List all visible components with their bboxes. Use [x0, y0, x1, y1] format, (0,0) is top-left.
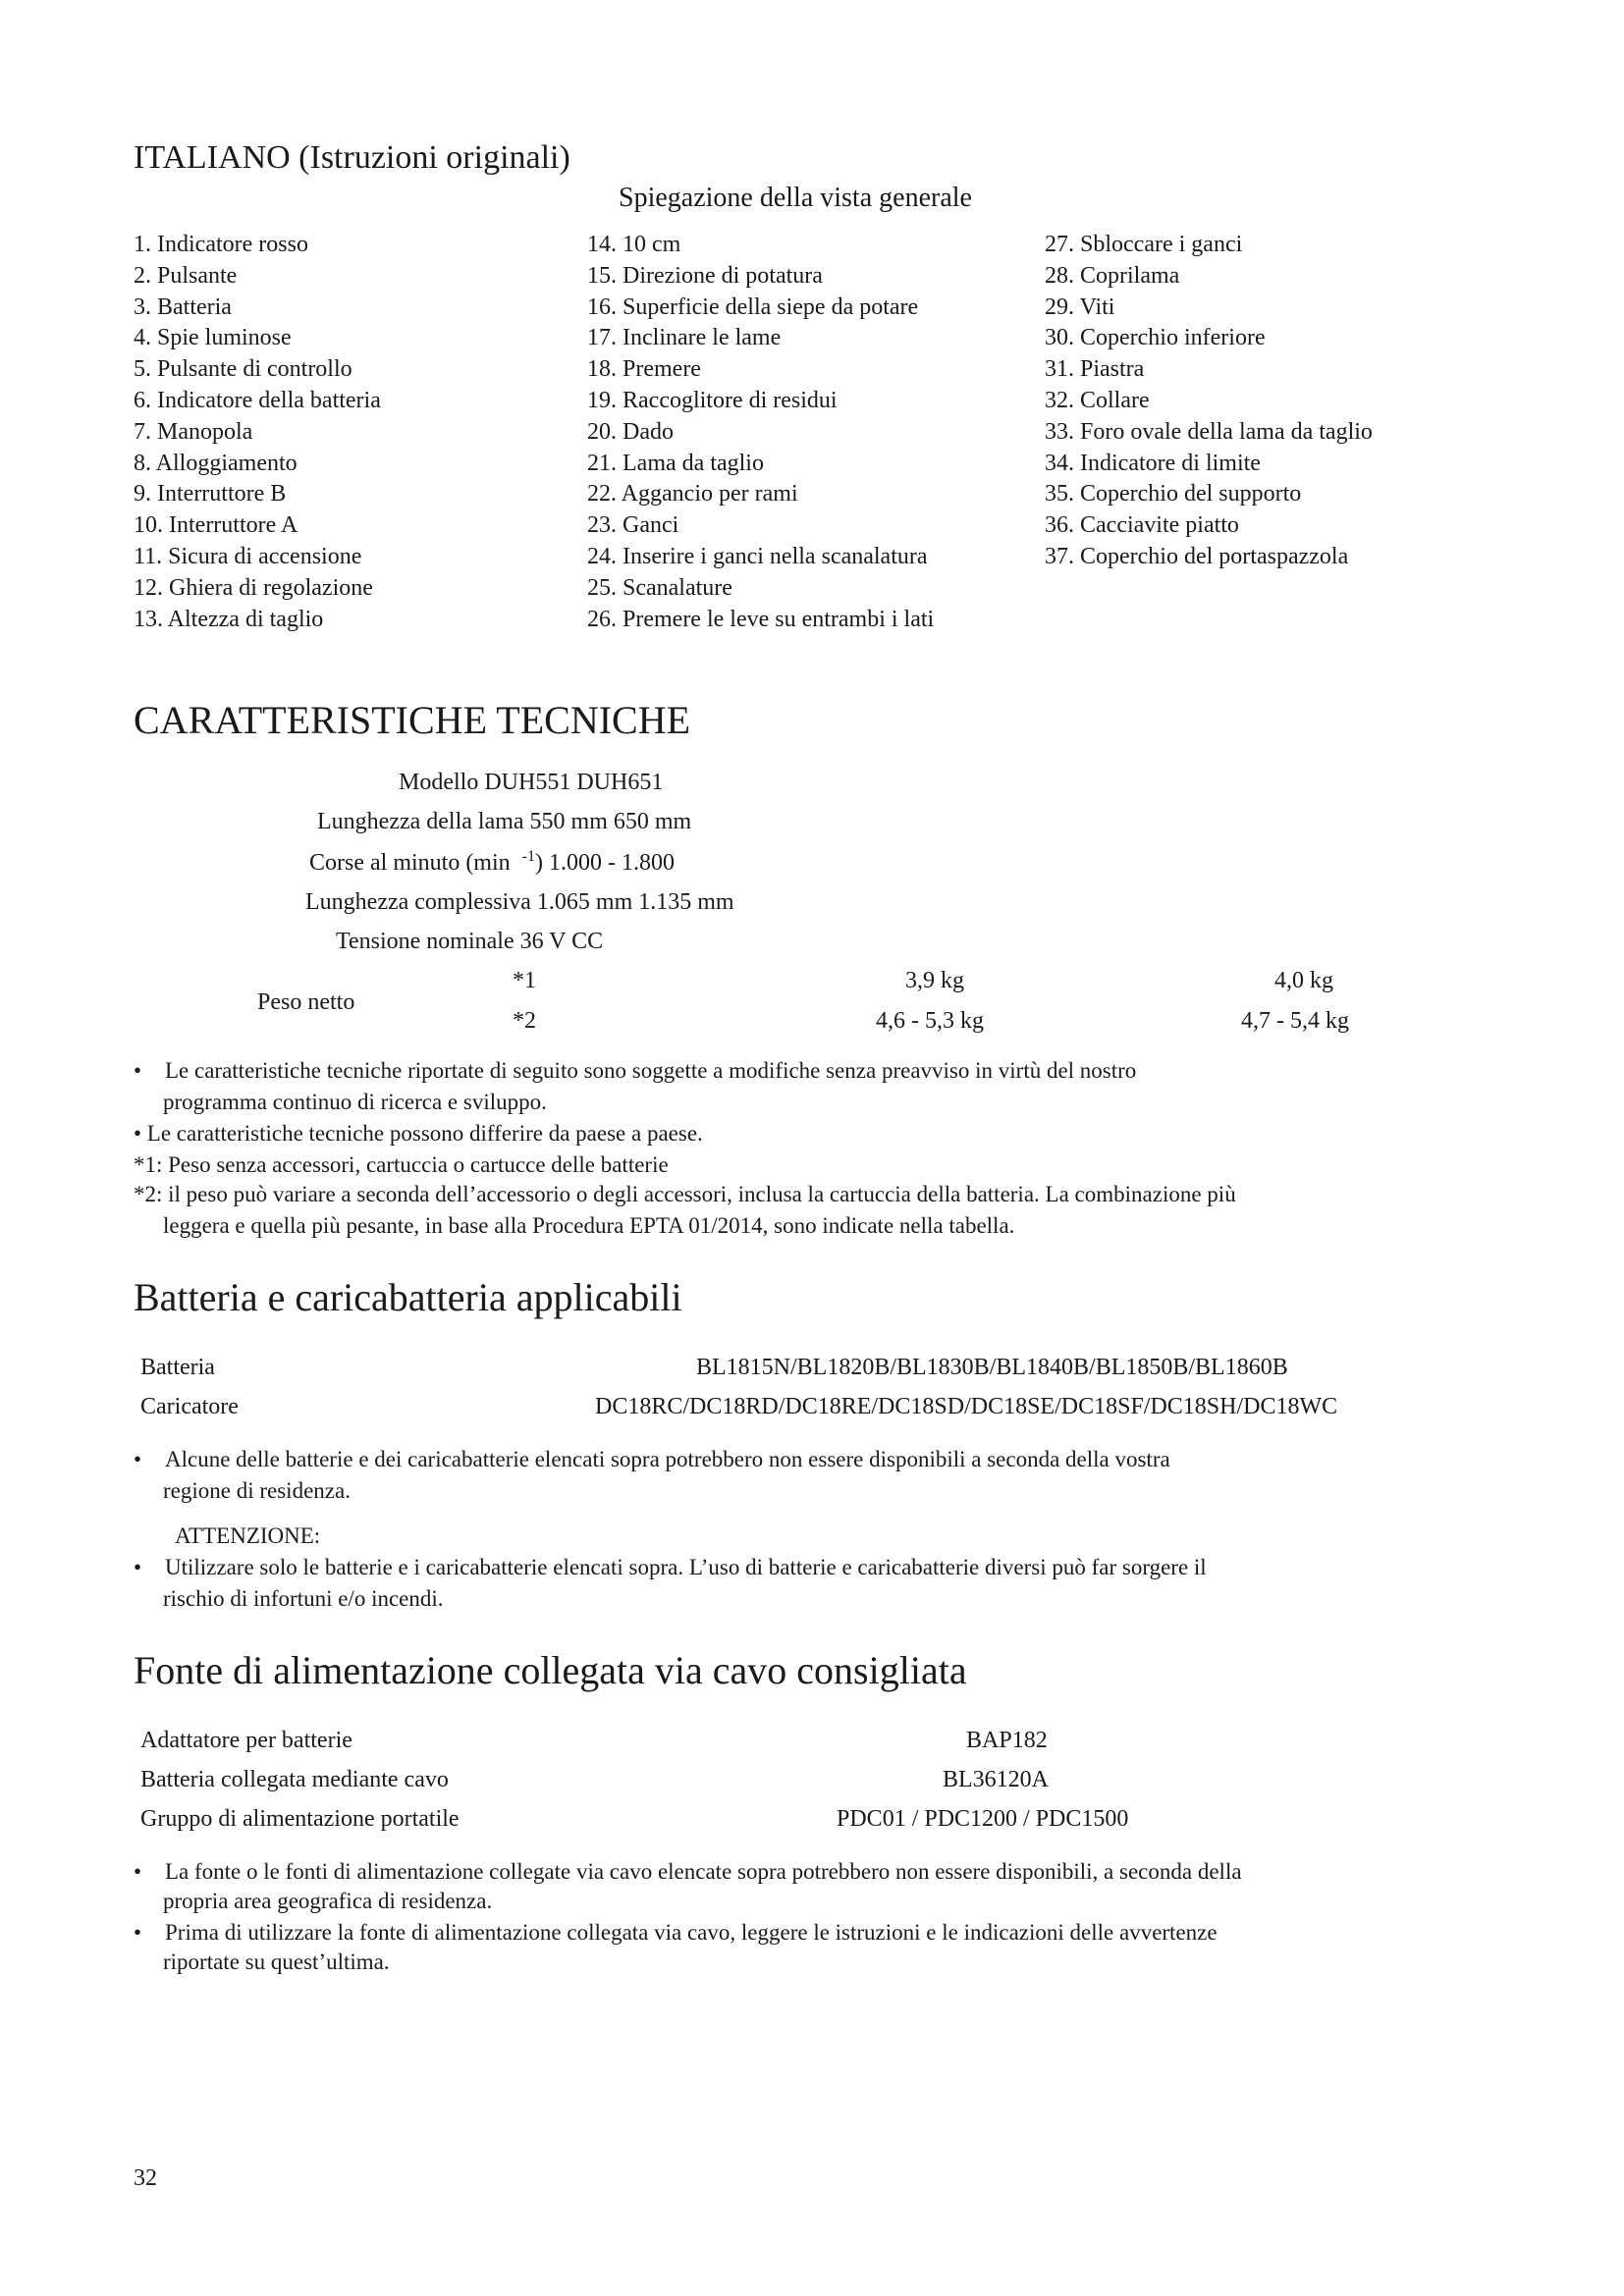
list-item: 12. Ghiera di regolazione: [134, 574, 373, 601]
spec-note: • Le caratteristiche tecniche possono differire da paese a paese.: [134, 1121, 703, 1146]
language-heading: ITALIANO (Istruzioni originali): [134, 139, 570, 176]
list-item: 25. Scanalature: [587, 574, 732, 601]
power-label: Adattatore per batterie: [140, 1728, 352, 1753]
list-item: 18. Premere: [587, 356, 701, 383]
list-item: 6. Indicatore della batteria: [134, 387, 381, 413]
list-item: 21. Lama da taglio: [587, 450, 764, 476]
overview-column-1: [134, 230, 381, 635]
list-item: 32. Collare: [1045, 387, 1150, 413]
specs-title: CARATTERISTICHE TECNICHE: [134, 698, 691, 742]
list-item: 26. Premere le leve su entrambi i lati: [587, 606, 935, 632]
list-item: 37. Coperchio del portaspazzola: [1045, 543, 1349, 569]
spec-blade-length: Lunghezza della lama 550 mm 650 mm: [317, 809, 692, 834]
weight-value: 4,7 - 5,4 kg: [1241, 1008, 1349, 1034]
list-item: 23. Ganci: [587, 512, 679, 539]
list-item: 29. Viti: [1045, 294, 1115, 320]
power-title: Fonte di alimentazione collegata via cavo consigliata: [134, 1648, 967, 1692]
net-weight-label: Peso netto: [257, 989, 355, 1015]
list-item: 2. Pulsante: [134, 262, 238, 289]
spec-overall-length: Lunghezza complessiva 1.065 mm 1.135 mm: [305, 889, 734, 915]
bullet: •: [134, 1555, 142, 1579]
caution-title: ATTENZIONE:: [175, 1523, 321, 1548]
page-number: 32: [134, 2165, 157, 2191]
list-item: 11. Sicura di accensione: [134, 543, 362, 569]
list-item: 15. Direzione di potatura: [587, 262, 823, 289]
spec-strokes-prefix: Corse al minuto (min: [309, 850, 511, 876]
overview-column-3: [1045, 230, 1373, 573]
bullet: •: [134, 1920, 142, 1945]
spec-strokes: [309, 848, 675, 877]
power-value: BAP182: [966, 1728, 1048, 1753]
list-item: 22. Aggancio per rami: [587, 481, 798, 507]
power-value: BL36120A: [943, 1767, 1049, 1792]
weight-value: 4,6 - 5,3 kg: [876, 1008, 984, 1034]
list-item: 3. Batteria: [134, 294, 232, 320]
list-item: 34. Indicatore di limite: [1045, 450, 1261, 476]
charger-value: DC18RC/DC18RD/DC18RE/DC18SD/DC18SE/DC18SF/DC18SH/DC18WC: [595, 1394, 1338, 1419]
power-note: La fonte o le fonti di alimentazione collegate via cavo elencate sopra potrebbero non essere disponibili, a seconda della: [165, 1859, 1242, 1884]
list-item: 35. Coperchio del supporto: [1045, 481, 1302, 507]
spec-note: *1: Peso senza accessori, cartuccia o cartucce delle batterie: [134, 1152, 669, 1177]
spec-note: leggera e quella più pesante, in base alla Procedura EPTA 01/2014, sono indicate nella tabella.: [163, 1213, 1015, 1238]
bullet: •: [134, 1058, 142, 1083]
power-note: riportate su quest’ultima.: [163, 1949, 390, 1974]
weight-mark: *1: [513, 968, 536, 993]
list-item: 5. Pulsante di controllo: [134, 356, 352, 383]
bullet: •: [134, 1859, 142, 1884]
list-item: 8. Alloggiamento: [134, 450, 298, 476]
list-item: 16. Superficie della siepe da potare: [587, 294, 919, 320]
charger-label: Caricatore: [140, 1394, 239, 1419]
battery-note: regione di residenza.: [163, 1478, 351, 1503]
list-item: 27. Sbloccare i ganci: [1045, 232, 1243, 257]
list-item: 17. Inclinare le lame: [587, 325, 782, 351]
list-item: 20. Dado: [587, 418, 674, 445]
battery-label: Batteria: [140, 1355, 215, 1380]
list-item: 10. Interruttore A: [134, 512, 298, 539]
battery-note: Alcune delle batterie e dei caricabatterie elencati sopra potrebbero non essere disponibili a seconda della vostra: [165, 1447, 1170, 1471]
overview-title: Spiegazione della vista generale: [619, 183, 972, 213]
list-item: 24. Inserire i ganci nella scanalatura: [587, 543, 928, 569]
list-item: 31. Piastra: [1045, 356, 1145, 383]
power-note: propria area geografica di residenza.: [163, 1889, 493, 1913]
battery-value: BL1815N/BL1820B/BL1830B/BL1840B/BL1850B/BL1860B: [696, 1355, 1288, 1380]
spec-note: programma continuo di ricerca e sviluppo.: [163, 1090, 547, 1114]
list-item: 1. Indicatore rosso: [134, 232, 308, 257]
list-item: 7. Manopola: [134, 418, 253, 445]
power-label: Batteria collegata mediante cavo: [140, 1767, 449, 1792]
list-item: 30. Coperchio inferiore: [1045, 325, 1266, 351]
overview-column-2: [587, 230, 934, 635]
bullet: •: [134, 1447, 142, 1471]
spec-note: Le caratteristiche tecniche riportate di seguito sono soggette a modifiche senza preavviso in virtù del nostro: [165, 1058, 1137, 1083]
spec-strokes-sup: -1: [521, 848, 535, 865]
power-note: Prima di utilizzare la fonte di alimentazione collegata via cavo, leggere le istruzioni e le indicazioni delle avvertenze: [165, 1920, 1218, 1945]
spec-note: *2: il peso può variare a seconda dell’accessorio o degli accessori, inclusa la cartuccia della batteria. La combinazione più: [134, 1182, 1236, 1206]
weight-mark: *2: [513, 1008, 536, 1034]
spec-strokes-suffix: ) 1.000 - 1.800: [534, 850, 675, 876]
power-label: Gruppo di alimentazione portatile: [140, 1806, 460, 1832]
caution-text: rischio di infortuni e/o incendi.: [163, 1586, 444, 1611]
list-item: 14. 10 cm: [587, 232, 681, 257]
list-item: 9. Interruttore B: [134, 481, 287, 507]
caution-text: Utilizzare solo le batterie e i caricabatterie elencati sopra. L’uso di batterie e caricabatterie diversi può far sorgere il: [165, 1555, 1207, 1579]
battery-title: Batteria e caricabatteria applicabili: [134, 1275, 682, 1319]
list-item: 19. Raccoglitore di residui: [587, 387, 838, 413]
spec-voltage: Tensione nominale 36 V CC: [336, 929, 604, 954]
list-item: 28. Coprilama: [1045, 262, 1180, 289]
weight-value: 3,9 kg: [905, 968, 964, 993]
list-item: 4. Spie luminose: [134, 325, 292, 351]
list-item: 33. Foro ovale della lama da taglio: [1045, 418, 1373, 445]
power-value: PDC01 / PDC1200 / PDC1500: [837, 1806, 1129, 1832]
weight-value: 4,0 kg: [1274, 968, 1333, 993]
spec-model: Modello DUH551 DUH651: [399, 770, 664, 795]
list-item: 13. Altezza di taglio: [134, 606, 324, 632]
list-item: 36. Cacciavite piatto: [1045, 512, 1239, 539]
